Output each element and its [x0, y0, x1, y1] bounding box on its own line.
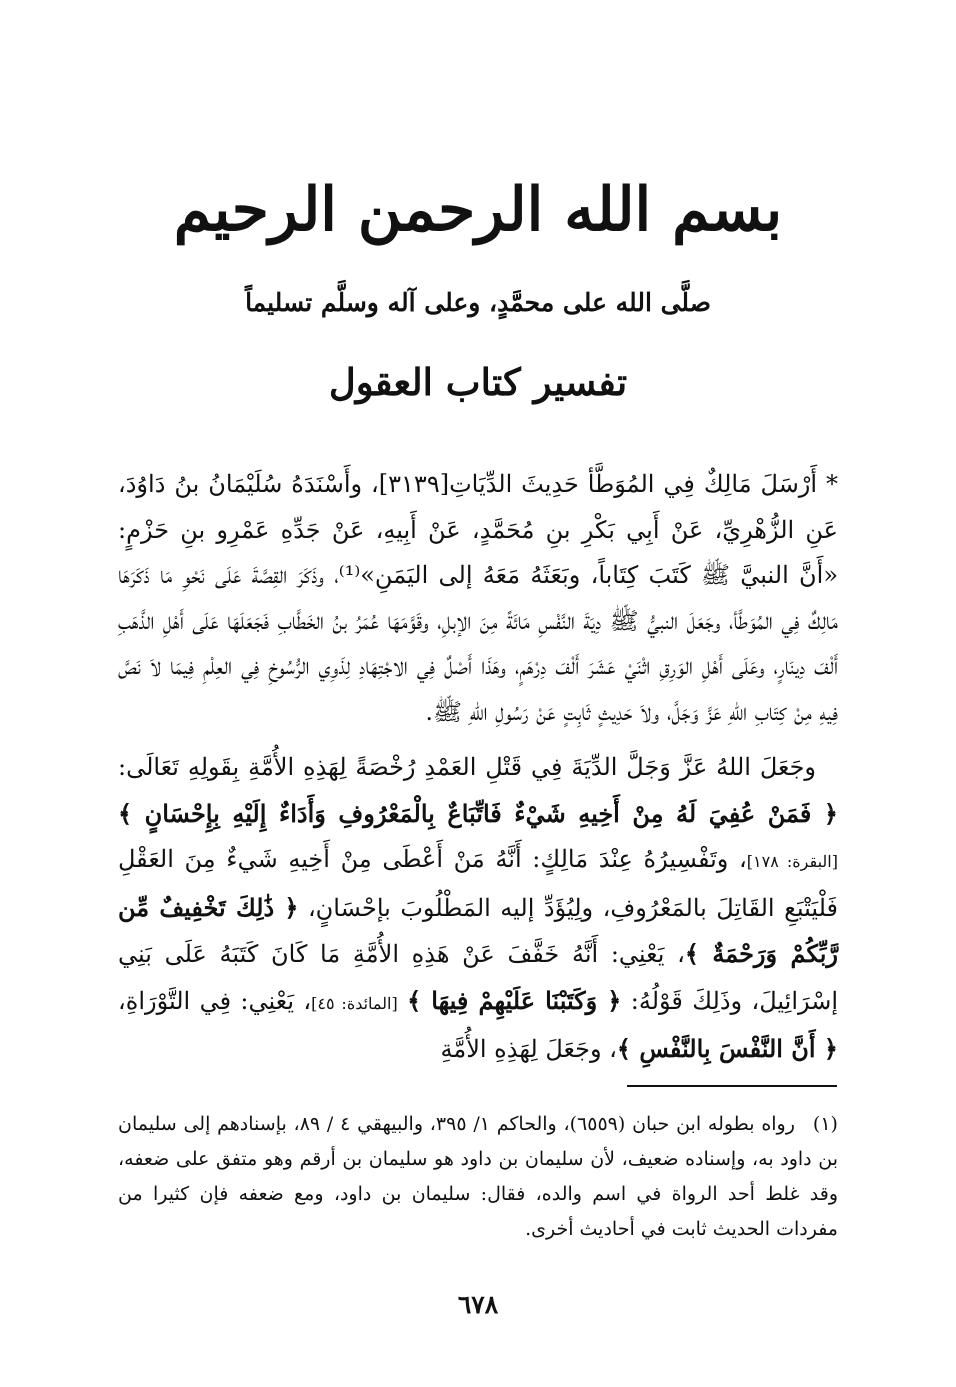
main-text — [118, 462, 838, 1073]
basmala-calligraphy: بسم الله الرحمن الرحيم — [173, 175, 783, 245]
paragraph-2-meaning: ، يَعْنِي: أَنَّهُ خَفَّفَ عَنْ هَذِهِ الأُمَّةِ مَا كَانَ كَتَبَهُ عَلَى بَنِي إسْرَائِيلَ، وذَلِكَ قَوْلُهُ: — [118, 940, 839, 1015]
footnote-divider — [627, 1085, 837, 1087]
paragraph-2-torah: ، يَعْنِي: فِي التَّوْرَاةِ، — [118, 986, 312, 1015]
page-number: ٦٧٨ — [457, 1290, 499, 1319]
footnote-text: رواه بطوله ابن حبان (٦٥٥٩)، والحاكم ١/ ٣٩٥، والبيهقي ٤ / ٨٩، بإسنادهم إلى سليمان بن داود به، وإسناده ضعيف، لأن سليمان بن داود هو سليمان بن أرقم وهو متفق على ضعفه، وقد غلط أحد الرواة في اسم والده، فقال: سليمان بن داود، ومع ضعفه فإن كثيرا من مفردات الحديث ثابت في أحاديث أخرى. — [118, 1113, 838, 1240]
paragraph-2-tafsir: ، وتَفْسِيرُهُ عِنْدَ مَالِكٍ: أَنَّهُ مَنْ أَعْطَى مِنْ أَخِيهِ شَيءٌ مِنَ العَقْلِ فَلْيَتْبَعِ القَاتِلَ بالمَعْرُوفِ، ولِيُؤَدِّ إليه المَطْلُوبَ بإحْسَانٍ، — [118, 845, 838, 922]
paragraph-2-end: ، وجَعَلَ لِهَذِهِ الأُمَّةِ — [440, 1035, 617, 1063]
verse-reference-2: [المائدة: ٤٥] — [311, 993, 398, 1013]
quran-verse-4: ﴿ أَنَّ النَّفْسَ بِالنَّفْسِ ﴾ — [616, 1034, 838, 1063]
paragraph-2 — [118, 745, 838, 1073]
paragraph-1: * أَرْسَلَ مَالِكٌ فِي المُوَطَّأ حَدِيثَ الدِّيَاتِ[٣١٣٩]، وأَسْنَدَهُ سُلَيْمَانُ بنُ دَاوُدَ، عَنِ الزُّهْرِيِّ، عَنْ أَبِي بَكْرِ بنِ مُحَمَّدٍ، عَنْ أَبِيهِ، عَنْ جَدِّهِ عَمْرِو بنِ حَزْمٍ: «أَنَّ النبيَّ ﷺ كَتَبَ كِتَاباً، وبَعَثَهُ مَعَهُ إلى اليَمَنِ»⁽¹⁾، وذَكَرَ القِصَّةَ عَلَى نَحْوِ مَا ذَكَرَهَا مَالِكٌ فِي المُوَطَّأ، وجَعَلَ النبيُّ ﷺ دِيَةَ النَّفْسِ مَائَةً مِنَ الإبلِ، وقَوَّمَهَا عُمَرُ بنُ الخَطَّابِ فَجَعَلَهَا عَلَى أَهْلِ الذَّهَبِ أَلْفَ دِينَارٍ، وعَلَى أَهْلِ الوَرِقِ اثْنَيْ عَشَرَ أَلْفَ دِرْهَمٍ، وهَذَا أَصْلٌ فِي الاجْتِهَادِ لِذَوِي الرُّسُوخِ فِي العِلْمِ فِيمَا لاَ نَصَّ فِيهِ مِنْ كِتَابِ اللهِ عَزَّ وَجَلَّ، ولاَ حَدِيثٍ ثَابِتٍ عَنْ رَسُولِ اللهِ ﷺ. — [118, 470, 839, 726]
chapter-title: تفسير كتاب العقول — [328, 360, 628, 404]
verse-reference-1: [البقرة: ١٧٨] — [746, 852, 838, 871]
quran-verse-1: ﴿ فَمَنْ عُفِيَ لَهُ مِنْ أَخِيهِ شَيْءٌ فَاتِّبَاعٌ بِالْمَعْرُوفِ وَأَدَاءٌ إِلَيْهِ بِإِحْسَانٍ ﴾ — [118, 798, 838, 828]
quran-verse-3: ﴿ وَكَتَبْنَا عَلَيْهِمْ فِيهَا ﴾ — [407, 985, 622, 1015]
footnote-number: (١) — [812, 1113, 838, 1135]
paragraph-2-intro: وجَعَلَ اللهُ عَزَّ وَجَلَّ الدِّيَةَ فِي قَتْلِ العَمْدِ رُخْصَةً لِهَذِهِ الأُمَّةِ بِقَولِهِ تَعَالَى: — [118, 753, 816, 781]
salawat-line: صلَّى الله على محمَّدٍ، وعلى آله وسلَّم تسليماً — [245, 288, 711, 317]
footnote — [118, 1107, 838, 1247]
quran-verse-2: ﴿ ذَٰلِكَ تَخْفِيفٌ مِّن رَّبِّكُمْ وَرَحْمَةٌ ﴾ — [118, 892, 838, 968]
